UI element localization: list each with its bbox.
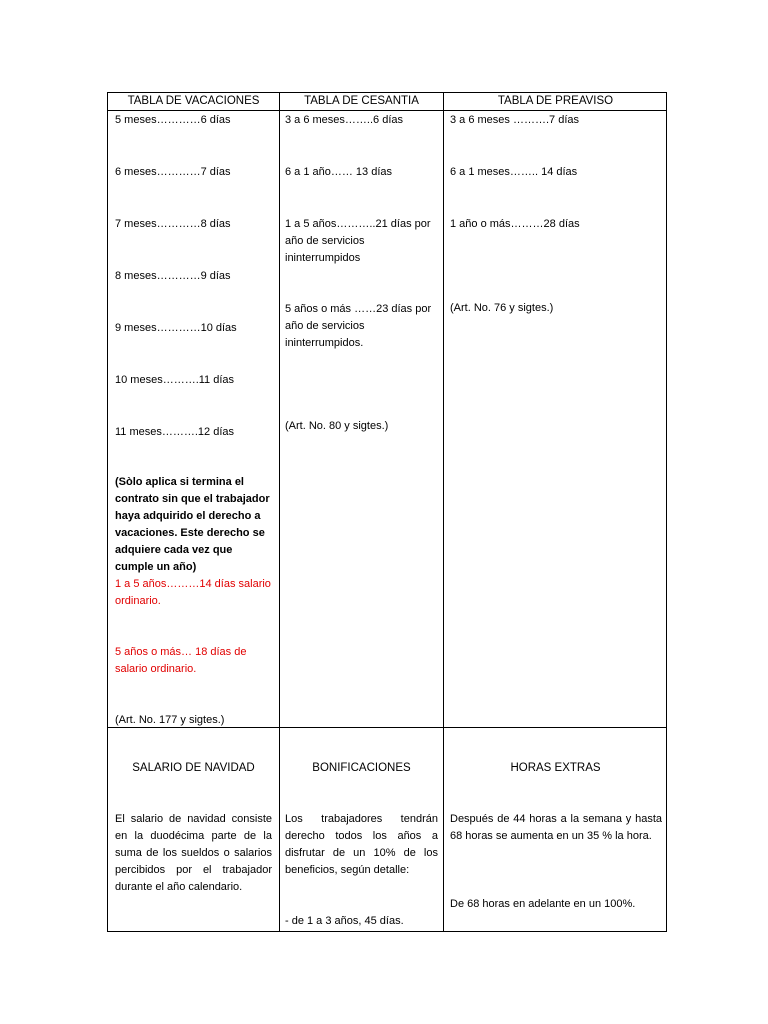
column-divider bbox=[279, 93, 280, 931]
header-horas-extras: HORAS EXTRAS bbox=[510, 762, 601, 774]
vacaciones-item: 6 meses…………7 días bbox=[115, 166, 231, 178]
preaviso-item: 3 a 6 meses ……….7 días bbox=[450, 114, 579, 126]
vacaciones-item: 10 meses……….11 días bbox=[115, 374, 235, 386]
vacaciones-item: 5 meses…………6 días bbox=[115, 114, 231, 126]
header-bonificaciones: BONIFICACIONES bbox=[312, 762, 411, 774]
navidad-text: El salario de navidad consiste en la duodécima parte de la suma de los sueldos o salarios percibidos por el trabajador durante el año calendario. bbox=[115, 813, 272, 893]
header-divider bbox=[108, 110, 666, 111]
labor-benefits-table bbox=[107, 92, 667, 932]
cesantia-item: 6 a 1 año…… 13 días bbox=[285, 166, 393, 178]
header-vacaciones: TABLA DE VACACIONES bbox=[127, 95, 260, 107]
horas-extras-text-1: Después de 44 horas a la semana y hasta 68 horas se aumenta en un 35 % la hora. bbox=[450, 813, 662, 842]
column-divider bbox=[443, 93, 444, 931]
cesantia-item: 1 a 5 años………..21 días por año de servicios ininterrumpidos bbox=[285, 218, 431, 264]
preaviso-item: 1 año o más………28 días bbox=[450, 218, 580, 230]
header-preaviso: TABLA DE PREAVISO bbox=[497, 95, 614, 107]
vacaciones-red-1: 1 a 5 años………14 días salario ordinario. bbox=[115, 578, 271, 607]
cesantia-article: (Art. No. 80 y sigtes.) bbox=[285, 420, 389, 432]
vacaciones-item: 7 meses…………8 días bbox=[115, 218, 231, 230]
header-salario-navidad: SALARIO DE NAVIDAD bbox=[132, 762, 255, 774]
vacaciones-article: (Art. No. 177 y sigtes.) bbox=[115, 714, 225, 726]
vacaciones-item: 8 meses…………9 días bbox=[115, 270, 231, 282]
cesantia-item: 3 a 6 meses……..6 días bbox=[285, 114, 403, 126]
horas-extras-text-2: De 68 horas en adelante en un 100%. bbox=[450, 898, 636, 910]
bonificaciones-text: Los trabajadores tendrán derecho todos los años a disfrutar de un 10% de los beneficios, según detalle: bbox=[285, 813, 438, 876]
preaviso-item: 6 a 1 meses…….. 14 días bbox=[450, 166, 578, 178]
vacaciones-item: 11 meses……….12 días bbox=[115, 426, 235, 438]
header-cesantia: TABLA DE CESANTIA bbox=[304, 95, 419, 107]
cesantia-item: 5 años o más ……23 días por año de servicios ininterrumpidos. bbox=[285, 303, 432, 349]
vacaciones-red-2: 5 años o más… 18 días de salario ordinario. bbox=[115, 646, 247, 675]
vacaciones-note: (Sòlo aplica si termina el contrato sin que el trabajador haya adquirido el derecho a vacaciones. Este derecho se adquiere cada vez que cumple un año) bbox=[115, 476, 270, 573]
bonificaciones-detail: - de 1 a 3 años, 45 días. bbox=[285, 915, 404, 927]
vacaciones-item: 9 meses…………10 días bbox=[115, 322, 237, 334]
preaviso-article: (Art. No. 76 y sigtes.) bbox=[450, 302, 554, 314]
